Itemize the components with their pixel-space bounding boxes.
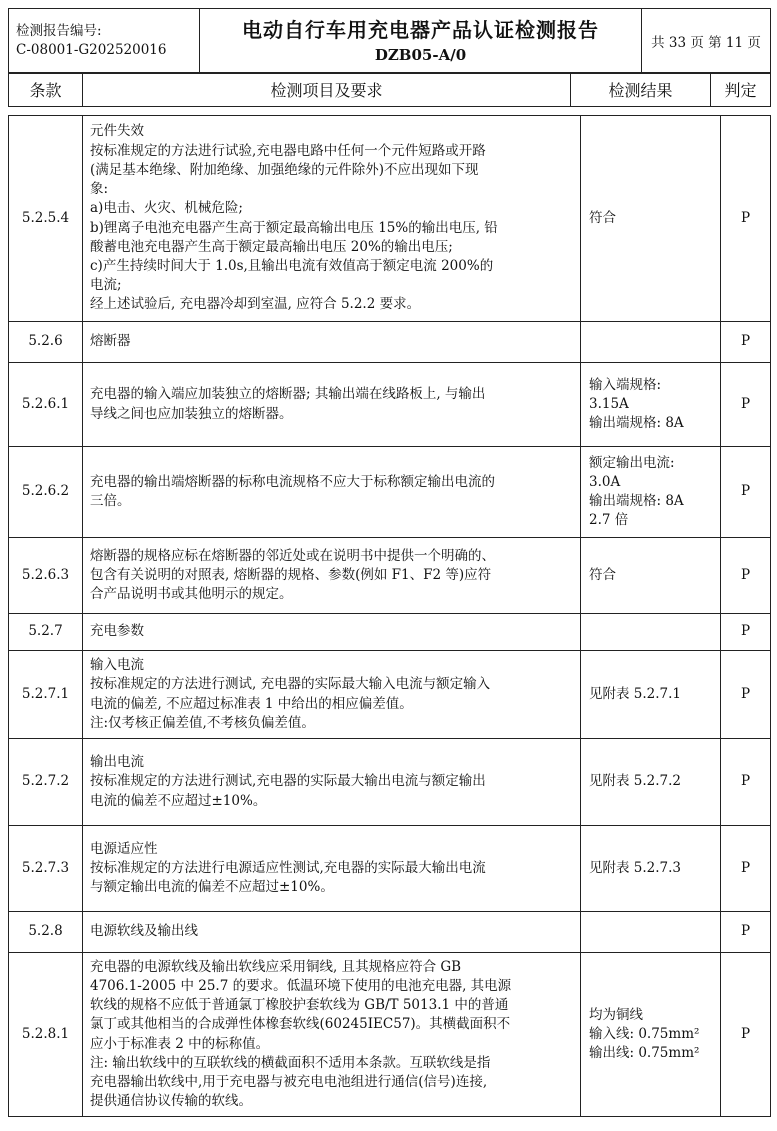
requirement-line: 按标准规定的方法进行电源适应性测试,充电器的实际最大输出电流: [90, 859, 486, 876]
result-text: [581, 739, 721, 826]
report-number-label: 检测报告编号:: [16, 23, 102, 39]
column-header-row: [8, 72, 771, 107]
requirement-line: 电流的偏差不应超过±10%。: [90, 792, 267, 809]
result-text: [581, 447, 721, 538]
requirement-line: 熔断器的规格应标在熔断器的邻近处或在说明书中提供一个明确的、: [90, 547, 495, 564]
clause-number: 5.2.8: [9, 912, 83, 953]
result-text: [581, 651, 721, 739]
result-line: 均为铜线: [589, 1006, 643, 1023]
verdict: P: [721, 651, 771, 739]
requirement-line: 合产品说明书或其他明示的规定。: [90, 586, 293, 603]
requirement-line: 导线之间也应加装独立的熔断器。: [90, 405, 293, 422]
requirement-line: 充电器的电源软线及输出软线应采用铜线, 且其规格应符合 GB: [90, 958, 462, 975]
result-line: 3.15A: [589, 395, 629, 412]
result-line: 2.7 倍: [589, 512, 629, 529]
verdict: P: [721, 538, 771, 614]
report-number: C-08001-G202520016: [16, 42, 167, 58]
result-line: 见附表 5.2.7.1: [589, 685, 682, 702]
requirement-text: [83, 826, 581, 912]
column-item: 检测项目及要求: [83, 73, 571, 107]
requirement-line: 软线的规格不应低于普通氯丁橡胶护套软线为 GB/T 5013.1 中的普通: [90, 997, 509, 1014]
requirement-line: 电流的偏差, 不应超过标准表 1 中给出的相应偏差值。: [90, 695, 413, 712]
result-text: [581, 953, 721, 1117]
result-line: 输出端规格: 8A: [589, 415, 684, 432]
result-line: 额定输出电流:: [589, 454, 675, 471]
requirement-line: 包含有关说明的对照表, 熔断器的规格、参数(例如 F1、F2 等)应符: [90, 566, 492, 583]
page-info: 共 33 页 第 11 页: [642, 9, 771, 74]
verdict: P: [721, 322, 771, 363]
result-line: 输出线: 0.75mm²: [589, 1045, 700, 1062]
verdict: P: [721, 116, 771, 322]
requirement-text: [83, 953, 581, 1117]
requirement-line: 电源软线及输出线: [90, 923, 198, 940]
result-text: [581, 826, 721, 912]
table-row: [9, 739, 771, 826]
clause-number: 5.2.7.2: [9, 739, 83, 826]
report-number-cell: [9, 9, 200, 74]
table-row: [9, 447, 771, 538]
requirement-line: 与额定输出电流的偏差不应超过±10%。: [90, 879, 334, 896]
requirement-text: [83, 363, 581, 447]
clause-number: 5.2.5.4: [9, 116, 83, 322]
requirement-line: 氯丁或其他相当的合成弹性体橡套软线(60245IEC57)。其横截面积不: [90, 1016, 511, 1033]
table-row: [9, 826, 771, 912]
table-row: [9, 912, 771, 953]
column-result: 检测结果: [571, 73, 711, 107]
requirement-line: 按标准规定的方法进行试验,充电器电路中任何一个元件短路或开路: [90, 142, 486, 159]
requirement-text: [83, 614, 581, 651]
report-subtitle: DZB05-A/0: [374, 46, 467, 64]
requirement-line: 电源适应性: [90, 840, 158, 857]
requirement-line: 电流;: [90, 277, 122, 294]
result-line: 见附表 5.2.7.3: [589, 859, 682, 876]
table-row: [9, 651, 771, 739]
verdict: P: [721, 912, 771, 953]
requirement-line: 经上述试验后, 充电器冷却到室温, 应符合 5.2.2 要求。: [90, 296, 421, 313]
result-text: [581, 912, 721, 953]
verdict: P: [721, 614, 771, 651]
title-cell: [200, 9, 642, 74]
requirement-line: 充电参数: [90, 623, 144, 640]
clause-number: 5.2.6.1: [9, 363, 83, 447]
requirement-line: 注:仅考核正偏差值,不考核负偏差值。: [90, 714, 315, 731]
requirement-line: 充电器输出软线中,用于充电器与被充电电池组进行通信(信号)连接,: [90, 1073, 488, 1090]
result-line: 符合: [589, 209, 616, 226]
requirement-line: 输出电流: [90, 754, 144, 771]
inspection-table: [8, 115, 771, 1117]
clause-number: 5.2.6: [9, 322, 83, 363]
requirement-line: c)产生持续时间大于 1.0s,且输出电流有效值高于额定电流 200%的: [90, 257, 494, 274]
verdict: P: [721, 447, 771, 538]
table-row: [9, 538, 771, 614]
requirement-line: 4706.1-2005 中 25.7 的要求。低温环境下使用的电池充电器, 其电源: [90, 977, 512, 994]
clause-number: 5.2.7.3: [9, 826, 83, 912]
result-text: [581, 116, 721, 322]
requirement-text: [83, 651, 581, 739]
result-line: 输入端规格:: [589, 376, 662, 393]
clause-number: 5.2.7: [9, 614, 83, 651]
requirement-line: a)电击、火灾、机械危险;: [90, 200, 243, 217]
verdict: P: [721, 739, 771, 826]
requirement-line: 注: 输出软线中的互联软线的横截面积不适用本条款。互联软线是指: [90, 1054, 491, 1071]
requirement-text: [83, 447, 581, 538]
requirement-text: [83, 322, 581, 363]
requirement-line: 提供通信协议传输的软线。: [90, 1093, 252, 1110]
requirement-line: 象:: [90, 181, 109, 198]
result-line: 见附表 5.2.7.2: [589, 773, 682, 790]
requirement-line: 熔断器: [90, 333, 131, 350]
clause-number: 5.2.8.1: [9, 953, 83, 1117]
result-text: [581, 538, 721, 614]
table-row: [9, 953, 771, 1117]
report-title: 电动自行车用充电器产品认证检测报告: [242, 18, 599, 42]
result-text: [581, 614, 721, 651]
requirement-line: 充电器的输出端熔断器的标称电流规格不应大于标称额定输出电流的: [90, 473, 495, 490]
requirement-line: (满足基本绝缘、附加绝缘、加强绝缘的元件除外)不应出现如下现: [90, 161, 479, 178]
requirement-text: [83, 912, 581, 953]
requirement-line: 按标准规定的方法进行测试,充电器的实际最大输出电流与额定输出: [90, 773, 486, 790]
table-row: [9, 363, 771, 447]
clause-number: 5.2.6.2: [9, 447, 83, 538]
column-clause: 条款: [9, 73, 83, 107]
requirement-line: 元件失效: [90, 123, 144, 140]
result-text: [581, 322, 721, 363]
verdict: P: [721, 953, 771, 1117]
result-text: [581, 363, 721, 447]
requirement-line: b)锂离子电池充电器产生高于额定最高输出电压 15%的输出电压, 铅: [90, 219, 498, 236]
requirement-line: 三倍。: [90, 493, 131, 509]
requirement-line: 酸蓄电池充电器产生高于额定最高输出电压 20%的输出电压;: [90, 238, 453, 255]
clause-number: 5.2.7.1: [9, 651, 83, 739]
requirement-line: 充电器的输入端应加装独立的熔断器; 其输出端在线路板上, 与输出: [90, 386, 486, 403]
result-line: 符合: [589, 566, 616, 583]
result-line: 输出端规格: 8A: [589, 493, 684, 509]
report-header: [8, 8, 771, 74]
verdict: P: [721, 363, 771, 447]
clause-number: 5.2.6.3: [9, 538, 83, 614]
requirement-line: 按标准规定的方法进行测试, 充电器的实际最大输入电流与额定输入: [90, 676, 491, 693]
result-line: 输入线: 0.75mm²: [589, 1025, 700, 1042]
requirement-line: 应小于标准表 2 中的标称值。: [90, 1035, 270, 1052]
table-row: [9, 614, 771, 651]
verdict: P: [721, 826, 771, 912]
requirement-text: [83, 116, 581, 322]
table-row: [9, 322, 771, 363]
requirement-line: 输入电流: [90, 657, 144, 674]
requirement-text: [83, 538, 581, 614]
requirement-text: [83, 739, 581, 826]
table-row: [9, 116, 771, 322]
result-line: 3.0A: [589, 473, 621, 490]
column-verdict: 判定: [711, 73, 771, 107]
